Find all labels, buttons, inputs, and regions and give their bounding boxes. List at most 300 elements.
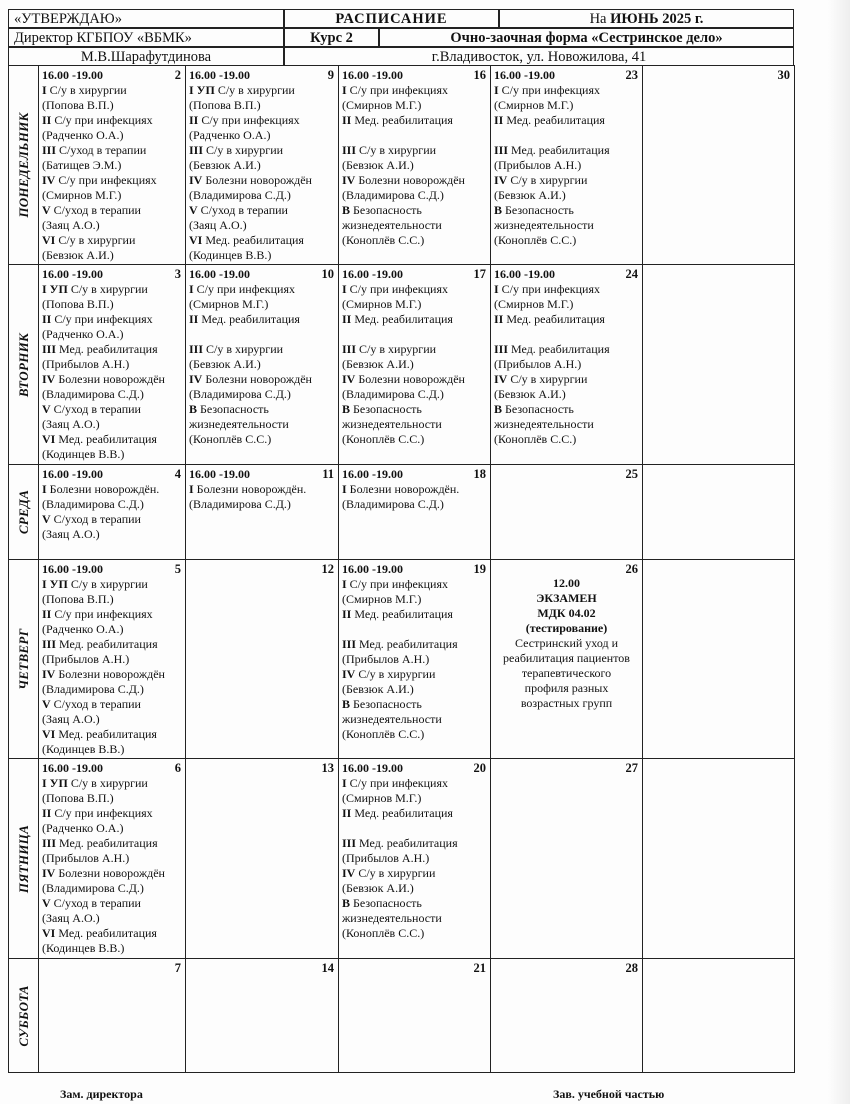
lesson-line — [189, 327, 335, 342]
lesson-line — [342, 158, 487, 173]
day-thursday — [9, 560, 39, 759]
pair-number: II — [42, 113, 52, 127]
lesson-text: (Заяц А.О.) — [42, 218, 100, 232]
lesson-text: С/у в хирургии — [206, 143, 284, 157]
day-tuesday — [9, 265, 39, 465]
pair-number: I — [42, 83, 47, 97]
lesson-line — [494, 188, 639, 203]
cell-content — [339, 959, 490, 1072]
cell-content — [186, 959, 338, 1072]
row-tuesday — [9, 265, 795, 465]
lesson-text: (Бевзюк А.И.) — [189, 357, 261, 371]
pair-number: II — [342, 806, 352, 820]
lesson-line — [342, 592, 487, 607]
lesson-line — [342, 667, 487, 682]
lesson-line — [42, 98, 182, 113]
pair-number: I — [342, 776, 347, 790]
lesson-text: (Прибылов А.Н.) — [42, 652, 130, 666]
exam-time: 12.00 — [553, 576, 580, 590]
cell-empty — [643, 265, 795, 465]
exam-description: возрастных групп — [520, 696, 613, 710]
exam-description: терапевтического — [521, 666, 612, 680]
lesson-line — [42, 622, 182, 637]
cell-day — [39, 959, 186, 1073]
lesson-line — [189, 417, 335, 432]
lesson-text: (Владимирова С.Д.) — [189, 387, 291, 401]
lesson-line — [42, 592, 182, 607]
lesson-time: 16.00 -19.00 — [494, 267, 555, 281]
lesson-line — [42, 637, 182, 652]
lesson-line — [342, 83, 487, 98]
cell-day — [186, 759, 339, 959]
exam-mode: (тестирование) — [525, 621, 608, 635]
day-number: 28 — [625, 961, 638, 975]
day-monday — [9, 66, 39, 265]
lesson-line — [342, 482, 487, 497]
lesson-line — [189, 432, 335, 447]
cell-content — [39, 66, 185, 264]
lesson-line — [342, 697, 487, 712]
lesson-line — [42, 836, 182, 851]
lesson-line — [42, 482, 182, 497]
pair-number: I — [342, 482, 347, 496]
lesson-text: (Смирнов М.Г.) — [342, 98, 422, 112]
cell-content — [491, 759, 642, 958]
cell-content — [491, 959, 642, 1072]
lesson-text: С/у в хирургии — [70, 282, 148, 296]
lesson-line — [342, 851, 487, 866]
pair-number: III — [189, 342, 204, 356]
pair-number: IV — [342, 866, 356, 880]
lesson-line — [42, 417, 182, 432]
lesson-line — [494, 282, 639, 297]
pair-number: V — [42, 402, 51, 416]
pair-number: V — [42, 697, 51, 711]
lesson-time: 16.00 -19.00 — [342, 267, 403, 281]
lesson-text: Болезни новорождён — [205, 173, 312, 187]
lesson-text: С/у при инфекциях — [501, 282, 600, 296]
header-row-2 — [8, 28, 794, 47]
lesson-line — [494, 98, 639, 113]
cell-day — [339, 959, 491, 1073]
director-name: М.В.Шарафутдинова — [8, 47, 284, 66]
lesson-line — [494, 203, 639, 218]
lesson-line — [342, 113, 487, 128]
day-label: СРЕДА — [15, 489, 31, 535]
lesson-text: (Бевзюк А.И.) — [494, 188, 566, 202]
address: г.Владивосток, ул. Новожилова, 41 — [284, 47, 794, 66]
lesson-line — [189, 128, 335, 143]
lesson-line — [342, 297, 487, 312]
day-number: 10 — [321, 267, 334, 281]
lesson-text: (Прибылов А.Н.) — [342, 652, 430, 666]
study-form: Очно-заочная форма «Сестринское дело» — [379, 28, 794, 47]
header-row-1 — [8, 9, 794, 28]
lesson-text: С/у при инфекциях — [349, 577, 448, 591]
pair-number: I — [189, 282, 194, 296]
lesson-line — [189, 173, 335, 188]
lesson-line — [42, 203, 182, 218]
row-wednesday — [9, 465, 795, 560]
lesson-text: С/уход в терапии — [59, 143, 147, 157]
lesson-text: Болезни новорождён — [205, 372, 312, 386]
lesson-line — [189, 297, 335, 312]
lesson-time: 16.00 -19.00 — [189, 68, 250, 82]
lesson-line — [342, 836, 487, 851]
lesson-line — [189, 497, 335, 512]
lesson-line — [42, 233, 182, 248]
lesson-text: С/у в хирургии — [510, 372, 588, 386]
lesson-line — [342, 607, 487, 622]
header-row-3 — [8, 47, 794, 66]
lesson-line — [494, 372, 639, 387]
cell-day — [186, 66, 339, 265]
cell-content — [643, 66, 794, 264]
pair-number: IV — [42, 866, 56, 880]
row-monday — [9, 66, 795, 265]
lesson-text: (Смирнов М.Г.) — [189, 297, 269, 311]
lesson-text: (Владимирова С.Д.) — [42, 497, 144, 511]
day-label: СУББОТА — [15, 984, 31, 1047]
lesson-line — [342, 218, 487, 233]
lesson-text: (Коноплёв С.С.) — [494, 233, 577, 247]
lesson-text: С/уход в терапии — [200, 203, 288, 217]
exam-description: реабилитация пациентов — [503, 651, 630, 665]
lesson-line — [42, 447, 182, 462]
lesson-text: (Прибылов А.Н.) — [494, 357, 582, 371]
lesson-text: (Владимирова С.Д.) — [42, 682, 144, 696]
pair-number: IV — [494, 372, 508, 386]
pair-number: VI — [189, 233, 203, 247]
lesson-line — [342, 652, 487, 667]
day-number: 21 — [473, 961, 486, 975]
lesson-text: Безопасность — [353, 203, 422, 217]
pair-number: II — [342, 312, 352, 326]
lesson-text: С/уход в терапии — [53, 512, 141, 526]
pair-number: IV — [342, 372, 356, 386]
lesson-text: С/у при инфекциях — [349, 776, 448, 790]
lesson-text: (Бевзюк А.И.) — [189, 158, 261, 172]
footer-head-of-studies: Зав. учебной частью — [553, 1087, 665, 1101]
lesson-line — [42, 682, 182, 697]
lesson-text: (Заяц А.О.) — [42, 527, 100, 541]
lesson-text: С/у в хирургии — [359, 143, 437, 157]
lesson-text: Мед. реабилитация — [354, 806, 453, 820]
day-number: 16 — [473, 68, 486, 82]
lesson-time: 16.00 -19.00 — [342, 467, 403, 481]
pair-number: VI — [42, 926, 56, 940]
pair-number: II — [342, 113, 352, 127]
lesson-line — [342, 143, 487, 158]
cell-day — [339, 759, 491, 959]
lesson-line — [42, 173, 182, 188]
pair-number: II — [42, 806, 52, 820]
row-thursday — [9, 560, 795, 759]
day-number: 13 — [321, 761, 334, 775]
pair-number: I — [494, 282, 499, 296]
lesson-line — [494, 233, 639, 248]
lesson-text: (Владимирова С.Д.) — [189, 497, 291, 511]
pair-number: V — [42, 203, 51, 217]
pair-number: I — [342, 282, 347, 296]
lesson-line — [42, 83, 182, 98]
day-number: 25 — [625, 467, 638, 481]
footer-deputy: Зам. директора — [60, 1087, 143, 1101]
lesson-text: (Смирнов М.Г.) — [42, 188, 122, 202]
lesson-line — [42, 143, 182, 158]
pair-number: IV — [189, 173, 203, 187]
lesson-line — [342, 188, 487, 203]
lesson-text: (Батищев Э.М.) — [42, 158, 122, 172]
day-friday — [9, 759, 39, 959]
lesson-time: 16.00 -19.00 — [494, 68, 555, 82]
lesson-text: жизнедеятельности — [342, 218, 442, 232]
pair-number: I УП — [189, 83, 215, 97]
day-number: 23 — [625, 68, 638, 82]
lesson-text: С/у при инфекциях — [196, 282, 295, 296]
pair-number: I УП — [42, 577, 68, 591]
lesson-text: Болезни новорождён — [58, 866, 165, 880]
lesson-text: (Смирнов М.Г.) — [342, 297, 422, 311]
lesson-text: С/у в хирургии — [70, 577, 148, 591]
pair-number: III — [42, 637, 57, 651]
lesson-line — [42, 911, 182, 926]
pair-number: В — [494, 402, 503, 416]
pair-number: II — [494, 312, 504, 326]
lesson-text: (Смирнов М.Г.) — [494, 98, 574, 112]
lesson-text: (Радченко О.А.) — [42, 821, 124, 835]
lesson-text: Мед. реабилитация — [58, 727, 157, 741]
lesson-text: С/у при инфекциях — [54, 312, 153, 326]
lesson-line — [189, 342, 335, 357]
lesson-text: Мед. реабилитация — [205, 233, 304, 247]
pair-number: В — [342, 203, 351, 217]
pair-number: В — [342, 896, 351, 910]
pair-number: II — [42, 312, 52, 326]
lesson-text: (Смирнов М.Г.) — [342, 592, 422, 606]
lesson-text: жизнедеятельности — [342, 417, 442, 431]
lesson-text: С/у при инфекциях — [349, 83, 448, 97]
lesson-line — [494, 387, 639, 402]
pair-number: I — [494, 83, 499, 97]
lesson-text: (Прибылов А.Н.) — [42, 357, 130, 371]
lesson-line — [42, 941, 182, 956]
day-saturday — [9, 959, 39, 1073]
lesson-text: Болезни новорождён. — [349, 482, 460, 496]
cell-content — [339, 465, 490, 559]
lesson-text: (Бевзюк А.И.) — [342, 357, 414, 371]
lesson-line — [494, 83, 639, 98]
lesson-line — [189, 372, 335, 387]
lesson-text: (Кодинцев В.В.) — [189, 248, 272, 262]
lesson-text: С/у в хирургии — [206, 342, 284, 356]
lesson-text: (Владимирова С.Д.) — [342, 188, 444, 202]
day-number: 27 — [625, 761, 638, 775]
cell-day — [186, 560, 339, 759]
lesson-text: Безопасность — [353, 697, 422, 711]
lesson-line — [342, 233, 487, 248]
cell-content — [339, 560, 490, 758]
lesson-text: (Попова В.П.) — [189, 98, 261, 112]
lesson-line — [342, 417, 487, 432]
day-number: 9 — [327, 68, 334, 82]
pair-number: V — [189, 203, 198, 217]
lesson-text: (Попова В.П.) — [42, 98, 114, 112]
cell-content — [39, 265, 185, 464]
row-saturday — [9, 959, 795, 1073]
lesson-text: Мед. реабилитация — [58, 926, 157, 940]
pair-number: IV — [494, 173, 508, 187]
lesson-line — [42, 866, 182, 881]
lesson-text: (Заяц А.О.) — [42, 911, 100, 925]
day-number: 14 — [321, 961, 334, 975]
lesson-text: (Попова В.П.) — [42, 791, 114, 805]
director-label: Директор КГБПОУ «ВБМК» — [8, 28, 284, 47]
lesson-text: (Радченко О.А.) — [42, 128, 124, 142]
day-number: 2 — [174, 68, 181, 82]
lesson-text: (Радченко О.А.) — [42, 327, 124, 341]
lesson-line — [42, 327, 182, 342]
lesson-text: (Заяц А.О.) — [42, 417, 100, 431]
pair-number: III — [342, 836, 357, 850]
lesson-line — [189, 98, 335, 113]
lesson-line — [189, 83, 335, 98]
cell-content — [339, 759, 490, 958]
cell-empty — [643, 465, 795, 560]
pair-number: I — [42, 482, 47, 496]
course-label: Курс 2 — [284, 28, 379, 47]
lesson-line — [42, 342, 182, 357]
pair-number: III — [42, 143, 57, 157]
lesson-time: 16.00 -19.00 — [189, 267, 250, 281]
pair-number: I УП — [42, 776, 68, 790]
lesson-line — [42, 806, 182, 821]
exam-description: Сестринский уход и — [514, 636, 619, 650]
cell-day — [339, 560, 491, 759]
lesson-line — [42, 357, 182, 372]
lesson-line — [42, 881, 182, 896]
lesson-text: С/у в хирургии — [70, 776, 148, 790]
lesson-line — [494, 417, 639, 432]
exam-block — [494, 562, 639, 711]
lesson-text: С/у при инфекциях — [54, 806, 153, 820]
lesson-line — [42, 128, 182, 143]
lesson-text: С/у при инфекциях — [501, 83, 600, 97]
exam-description: профиля разных — [524, 681, 609, 695]
lesson-line — [189, 312, 335, 327]
cell-day — [491, 759, 643, 959]
lesson-text: С/у при инфекциях — [349, 282, 448, 296]
lesson-text: Безопасность — [505, 402, 574, 416]
pair-number: VI — [42, 233, 56, 247]
lesson-line — [342, 327, 487, 342]
pair-number: III — [494, 143, 509, 157]
lesson-text: (Бевзюк А.И.) — [342, 682, 414, 696]
lesson-line — [342, 312, 487, 327]
lesson-line — [42, 282, 182, 297]
cell-content — [39, 465, 185, 559]
pair-number: II — [189, 312, 199, 326]
lesson-text: Мед. реабилитация — [201, 312, 300, 326]
cell-day — [39, 465, 186, 560]
month-value: ИЮНЬ 2025 г. — [610, 11, 704, 27]
lesson-line — [494, 357, 639, 372]
lesson-line — [189, 143, 335, 158]
lesson-line — [494, 218, 639, 233]
exam-title: ЭКЗАМЕН — [536, 591, 597, 605]
pair-number: II — [42, 607, 52, 621]
cell-content — [339, 66, 490, 264]
pair-number: IV — [42, 372, 56, 386]
day-number: 20 — [473, 761, 486, 775]
lesson-line — [342, 776, 487, 791]
lesson-line — [42, 727, 182, 742]
pair-number: В — [342, 402, 351, 416]
lesson-line — [42, 312, 182, 327]
lesson-line — [494, 432, 639, 447]
day-label: ЧЕТВЕРГ — [15, 628, 31, 690]
lesson-line — [494, 158, 639, 173]
lesson-line — [342, 402, 487, 417]
pair-number: III — [42, 342, 57, 356]
pair-number: IV — [342, 173, 356, 187]
cell-day — [491, 560, 643, 759]
lesson-line — [189, 188, 335, 203]
lesson-line — [189, 282, 335, 297]
lesson-line — [342, 637, 487, 652]
lesson-text: (Бевзюк А.И.) — [342, 881, 414, 895]
lesson-line — [189, 248, 335, 263]
lesson-text: С/у в хирургии — [358, 866, 436, 880]
lesson-line — [342, 712, 487, 727]
lesson-line — [494, 143, 639, 158]
lesson-line — [342, 372, 487, 387]
lesson-text: жизнедеятельности — [189, 417, 289, 431]
cell-content — [186, 66, 338, 264]
lesson-line — [342, 791, 487, 806]
lesson-text: С/у в хирургии — [58, 233, 136, 247]
pair-number: II — [189, 113, 199, 127]
lesson-line — [42, 851, 182, 866]
lesson-line — [342, 727, 487, 742]
lesson-text: (Кодинцев В.В.) — [42, 742, 125, 756]
lesson-line — [189, 113, 335, 128]
lesson-line — [42, 512, 182, 527]
lesson-line — [494, 113, 639, 128]
row-friday — [9, 759, 795, 959]
lesson-text: Мед. реабилитация — [59, 637, 158, 651]
lesson-time: 16.00 -19.00 — [42, 68, 103, 82]
approve-label: «УТВЕРЖДАЮ» — [8, 9, 284, 28]
lesson-text: Болезни новорождён — [358, 372, 465, 386]
lesson-text: (Коноплёв С.С.) — [494, 432, 577, 446]
cell-day — [186, 265, 339, 465]
pair-number: III — [42, 836, 57, 850]
lesson-text: Безопасность — [200, 402, 269, 416]
lesson-line — [42, 113, 182, 128]
lesson-text: Мед. реабилитация — [354, 312, 453, 326]
lesson-line — [42, 402, 182, 417]
cell-day — [491, 265, 643, 465]
lesson-time: 16.00 -19.00 — [42, 267, 103, 281]
lesson-text: С/у при инфекциях — [58, 173, 157, 187]
day-number: 18 — [473, 467, 486, 481]
lesson-line — [42, 742, 182, 757]
pair-number: II — [494, 113, 504, 127]
lesson-text: (Попова В.П.) — [42, 592, 114, 606]
lesson-line — [342, 203, 487, 218]
lesson-text: Мед. реабилитация — [354, 113, 453, 127]
